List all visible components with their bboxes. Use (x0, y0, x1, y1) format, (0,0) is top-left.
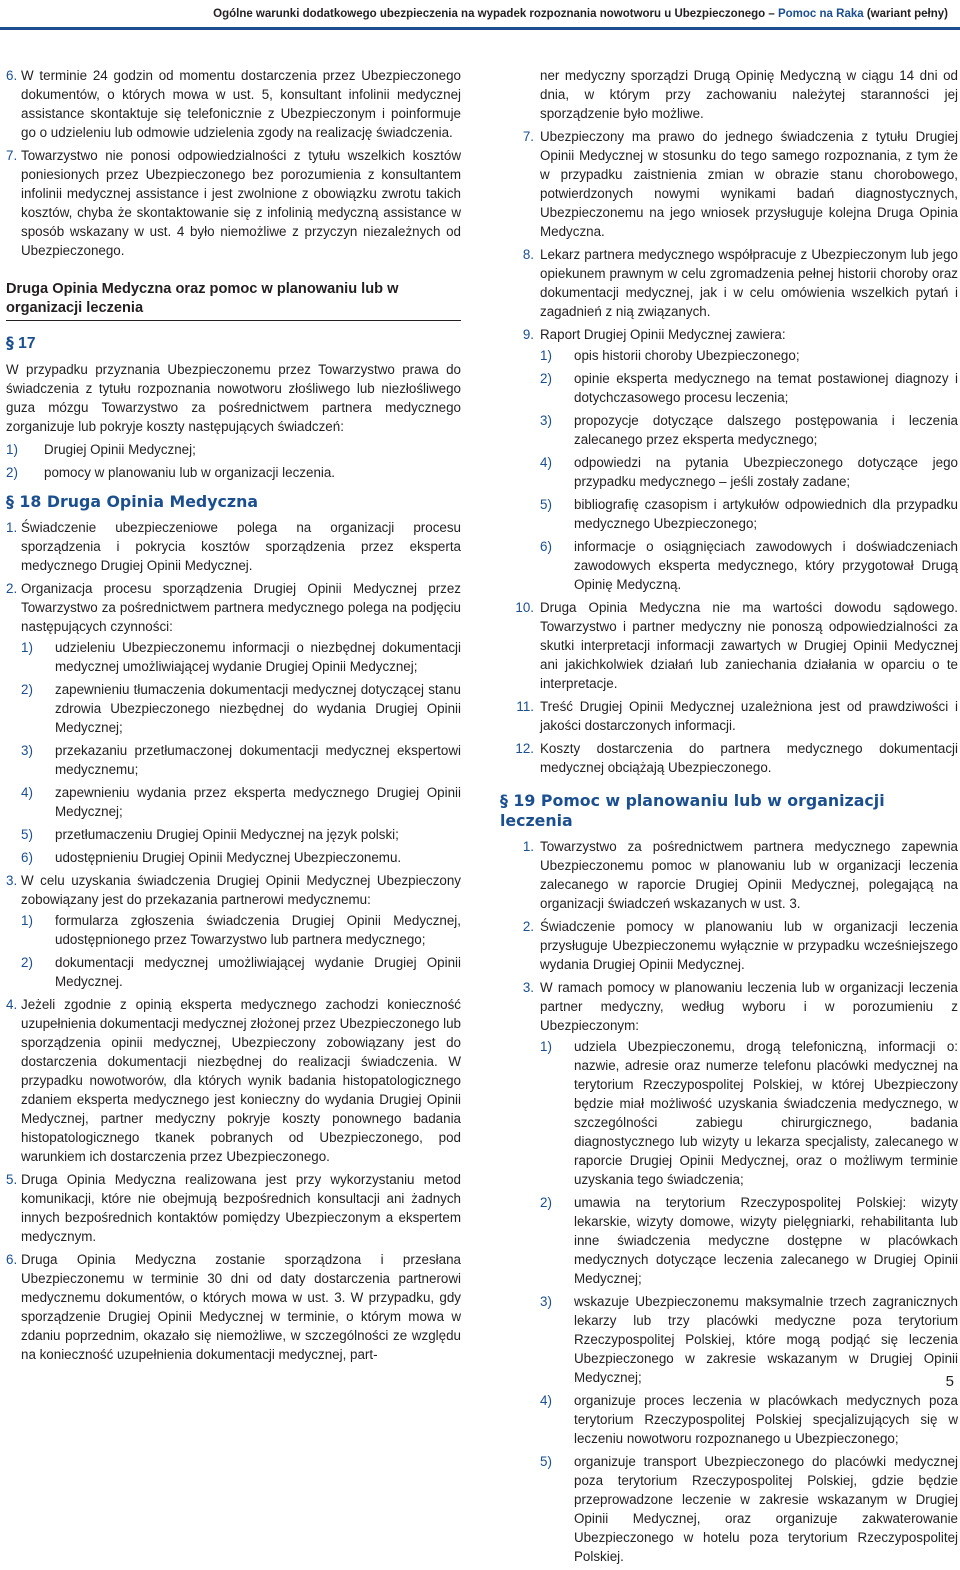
item-number: 6. (6, 1252, 18, 1267)
paragraph-number: 17 (18, 335, 36, 352)
item-text: W ramach pomocy w planowaniu leczenia lub w organizacji leczenia partner medyczny, według wyboru i w porozumieniu z Ubezpieczonym: (540, 980, 958, 1033)
item-text: formularza zgłoszenia świadczenia Drugiej Opinii Medycznej, udostępnionego przez Towarzystwo lub partnera medycznego; (55, 913, 461, 947)
section-heading (6, 280, 461, 321)
left-column (6, 66, 461, 1368)
item-number: 2) (540, 1195, 552, 1210)
item-text: udostępnieniu Drugiej Opinii Medycznej Ubezpieczonemu. (55, 850, 402, 865)
p18-item-12 (500, 739, 958, 777)
section-sign: § (6, 492, 14, 511)
item-number: 3. (6, 873, 18, 888)
item-text: Druga Opinia Medyczna nie ma wartości dowodu sądowego. Towarzystwo i partner medyczny nie ponoszą odpowiedzialności za skutki interpretacji informacji zawartych w Drugiej Opinii Medycznej ani jakichkolwiek działań lub zaniechania działania w oparciu o te interpretacje. (540, 600, 958, 691)
item-text: Towarzystwo nie ponosi odpowiedzialności z tytułu wszelkich kosztów poniesionych przez Ubezpieczonego bez porozumienia z konsultantem infolinii medycznej assistance i jest zwolnione z obowiązku zwrotu takich kosztów, chyba że skontaktowanie się z infolinią medyczną assistance w sposób wskazany w ust. 4 było niemożliwe z przyczyn niezależnych od Ubezpieczonego. (21, 148, 461, 258)
p18-item-2 (6, 579, 461, 636)
item-number: 1) (6, 442, 18, 457)
list-item (540, 537, 958, 594)
list-item (540, 453, 958, 491)
p18-item-11 (500, 697, 958, 735)
item-text: Ubezpieczony ma prawo do jednego świadczenia z tytułu Drugiej Opinii Medycznej w stosunku do tego samego rozpoznania, z tym że w przypadku zaistnienia zmian w obrazie stanu chorobowego, potwierdzonych nowymi wynikami badań diagnostycznych, Ubezpieczonemu na jego wniosek przysługuje kolejna Druga Opinia Medyczna. (540, 129, 958, 239)
item-number: 2) (21, 682, 33, 697)
item-text: Jeżeli zgodnie z opinią eksperta medycznego zachodzi konieczność uzupełnienia dokumentacji medycznej złożonej przez Ubezpieczonego lub sporządzenia opinii medycznej, Ubezpieczony zobowiązany jest do dostarczenia dokumentacji niezbędnej do realizacji świadczenia. W przypadku nowotworów, dla których wynik badania histopatologicznego zdaniem eksperta medycznego jest konieczny do wydania Drugiej Opinii Medycznej, partner medyczny pokryje koszty ponownego badania histopatologicznego tkanek pobranych od Ubezpieczonego, pod warunkiem ich dostarczenia przez Ubezpieczonego. (21, 997, 461, 1164)
p18-item-3-sublist (6, 911, 461, 991)
header-variant: (wariant pełny) (866, 8, 948, 20)
list-item (6, 440, 461, 459)
paragraph-17-intro: W przypadku przyznania Ubezpieczonemu przez Towarzystwo prawa do świadczenia z tytułu rozpoznania nowotworu złośliwego lub niezłośliwego guza mózgu Towarzystwo za pośrednictwem partnera medycznego zorganizuje lub pokryje koszty następujących świadczeń: (6, 362, 461, 434)
item-text: opinie eksperta medycznego na temat postawionej diagnozy i dotychczasowego procesu leczenia; (574, 371, 958, 405)
item-text: opis historii choroby Ubezpieczonego; (574, 348, 800, 363)
item-text: Koszty dostarczenia do partnera medycznego dokumentacji medycznej obciążają Ubezpieczonego. (540, 741, 958, 775)
p18-item-2-sublist (6, 638, 461, 867)
item-number: 3) (540, 413, 552, 428)
paragraph-18-heading (6, 492, 461, 512)
p18-item-9 (500, 325, 958, 344)
item-text: przekazaniu przetłumaczonej dokumentacji medycznej ekspertowi medycznemu; (55, 743, 461, 777)
p18-item-1 (6, 518, 461, 575)
item-text: Lekarz partnera medycznego współpracuje z Ubezpieczonym lub jego opiekunem prawnym w celu zgromadzenia pełnej historii choroby oraz dokumentacji medycznej, jak i w celu omówienia wszelkich pytań i zagadnień z nią związanych. (540, 247, 958, 319)
item-number: 5. (6, 1172, 18, 1187)
item-text: organizuje proces leczenia w placówkach medycznych poza terytorium Rzeczypospolitej Polskiej specjalizujących się w leczeniu nowotworu rozpoznanego u Ubezpieczonego; (574, 1393, 958, 1446)
item-number: 6) (21, 850, 33, 865)
p18-item-3 (6, 871, 461, 909)
item-text: Organizacja procesu sporządzenia Drugiej Opinii Medycznej przez Towarzystwo za pośrednictwem partnera medycznego polega na podjęciu następujących czynności: (21, 581, 461, 634)
p18-item-6 (6, 1250, 461, 1364)
list-item (21, 741, 461, 779)
item-number: 3. (522, 980, 534, 995)
item-text: Świadczenie ubezpieczeniowe polega na organizacji procesu sporządzenia i pokrycia kosztów sporządzenia przez eksperta medycznego Drugiej Opinii Medycznej. (21, 520, 461, 573)
item-text: Świadczenie pomocy w planowaniu lub w organizacji leczenia przysługuje Ubezpieczonemu wyłącznie w przypadku wcześniejszego wydania Drugiej Opinii Medycznej. (540, 919, 958, 972)
p18-item-9-sublist (500, 346, 958, 594)
item-text: Druga Opinia Medyczna zostanie sporządzona i przesłana Ubezpieczonemu w terminie 30 dni od daty dostarczenia partnerowi medycznemu dokumentów, o których mowa w ust. 3. W przypadku, gdy sporządzenie Drugiej Opinii Medycznej w terminie, o którym mowa w zdaniu poprzednim, okazało się niemożliwe, w szczególności ze względu na konieczność uzupełnienia dokumentacji medycznej, part- (21, 1252, 461, 1362)
list-item (540, 1452, 958, 1566)
header-rule (0, 27, 960, 30)
item-number: 7. (6, 148, 18, 163)
paragraph-title: 18 Druga Opinia Medyczna (19, 492, 258, 511)
list-item (540, 495, 958, 533)
item-text: zapewnieniu wydania przez eksperta medycznego Drugiej Opinii Medycznej; (55, 785, 461, 819)
right-column (500, 66, 958, 1570)
item-number: 12. (515, 741, 534, 756)
item-number: 2) (21, 955, 33, 970)
item-text: organizuje transport Ubezpieczonego do placówki medycznej poza terytorium Rzeczypospolitej Polskiej, gdzie będzie przeprowadzone leczenie w zakresie wskazanym w Drugiej Opinii Medycznej, oraz organizuje zakwaterowanie Ubezpieczonego w hotelu poza terytorium Rzeczypospolitej Polskiej. (574, 1454, 958, 1564)
item-number: 1) (540, 1039, 552, 1054)
item-text: pomocy w planowaniu lub w organizacji leczenia. (44, 465, 336, 480)
list-item (540, 1292, 958, 1387)
list-item (21, 911, 461, 949)
list-item (21, 680, 461, 737)
p19-item-3 (500, 978, 958, 1035)
left-item-6 (6, 66, 461, 142)
item-number: 1. (6, 520, 18, 535)
item-number: 5) (540, 1454, 552, 1469)
item-number: 2. (6, 581, 18, 596)
item-number: 5) (21, 827, 33, 842)
item-number: 6) (540, 539, 552, 554)
item-number: 8. (522, 247, 534, 262)
item-number: 1) (540, 348, 552, 363)
item-number: 7. (522, 129, 534, 144)
item-text: Raport Drugiej Opinii Medycznej zawiera: (540, 327, 786, 342)
list-item (21, 953, 461, 991)
running-header (0, 6, 948, 28)
item-text: wskazuje Ubezpieczonemu maksymalnie trzech zagranicznych lekarzy lub trzy placówki medyczne poza terytorium Rzeczypospolitej Polskiej, które mogą podjąć się leczenia Ubezpieczonego w zakresie wskazanym w Drugiej Opinii Medycznej; (574, 1294, 958, 1385)
item-number: 4) (540, 455, 552, 470)
section-sign: § (6, 334, 14, 352)
list-item (540, 1037, 958, 1189)
item-text: umawia na terytorium Rzeczypospolitej Polskiej: wizyty lekarskie, wizyty domowe, wizyty pielęgniarki, rehabilitanta lub inne świadczenia medyczne dostępne w placówkach medycznych dotyczące leczenia zalecanego w Drugiej Opinii Medycznej; (574, 1195, 958, 1286)
list-item (540, 346, 958, 365)
item-number: 2. (522, 919, 534, 934)
item-text: udziela Ubezpieczonemu, drogą telefoniczną, informacji o: nazwie, adresie oraz numerze telefonu placówki medycznej na terytorium Rzeczypospolitej Polskiej, w której Ubezpieczony będzie miał możliwość uzyskania świadczenia medycznego, w szczególności zabiegu chirurgicznego, badania diagnostycznego lub wizyty u lekarza specjalisty, zalecanego w raporcie Drugiej Opinii Medycznej, oraz o możliwym terminie uzyskania tego świadczenia; (574, 1039, 958, 1187)
list-item (540, 411, 958, 449)
p18-item-8 (500, 245, 958, 321)
item-number: 11. (516, 699, 534, 714)
item-number: 9. (522, 327, 534, 342)
paragraph-19-heading (500, 791, 958, 831)
item-text: Druga Opinia Medyczna realizowana jest przy wykorzystaniu metod komunikacji, które nie obejmują bezpośrednich konsultacji ani żadnych innych bezpośrednich kontaktów pomiędzy Ubezpieczonym a ekspertem medycznym. (21, 1172, 461, 1244)
item-text: Towarzystwo za pośrednictwem partnera medycznego zapewnia Ubezpieczonemu pomoc w planowaniu lub w organizacji leczenia zalecanego w raporcie Drugiej Opinii Medycznej, polegającą na organizacji świadczeń wskazanych w ust. 3. (540, 839, 958, 911)
p19-item-1 (500, 837, 958, 913)
item-number: 6. (6, 68, 18, 83)
p19-item-3-sublist (500, 1037, 958, 1566)
p19-item-2 (500, 917, 958, 974)
list-item (21, 783, 461, 821)
item-number: 2) (6, 465, 18, 480)
list-item (21, 848, 461, 867)
p18-item-4 (6, 995, 461, 1166)
section-sign: § (500, 791, 508, 810)
item-text: propozycje dotyczące dalszego postępowania i leczenia zalecanego przez eksperta medycznego; (574, 413, 958, 447)
item-number: 1) (21, 913, 33, 928)
list-item (21, 825, 461, 844)
item-text: Drugiej Opinii Medycznej; (44, 442, 196, 457)
item-text: bibliografię czasopism i artykułów odpowiednich dla przypadku medycznego Ubezpieczonego; (574, 497, 958, 531)
item-number: 1. (522, 839, 534, 854)
item-number: 3) (540, 1294, 552, 1309)
item-text: dokumentacji medycznej umożliwiającej wydanie Drugiej Opinii Medycznej. (55, 955, 461, 989)
item-number: 4) (540, 1393, 552, 1408)
header-product: Pomoc na Raka (777, 8, 864, 20)
item-number: 3) (21, 743, 33, 758)
list-item (540, 369, 958, 407)
item-number: 5) (540, 497, 552, 512)
item-text: odpowiedzi na pytania Ubezpieczonego dotyczące jego przypadku medycznego – jeśli zostały zadane; (574, 455, 958, 489)
list-item (21, 638, 461, 676)
item-text: zapewnieniu tłumaczenia dokumentacji medycznej dotyczącej stanu zdrowia Ubezpieczonego niezbędnej do wydania Drugiej Opinii Medycznej; (55, 682, 461, 735)
left-item-7 (6, 146, 461, 260)
item-number: 2) (540, 371, 552, 386)
paragraph-title: 19 Pomoc w planowaniu lub w organizacji leczenia (500, 791, 885, 830)
item-text: W terminie 24 godzin od momentu dostarczenia przez Ubezpieczonego dokumentów, o których mowa w ust. 5, konsultant infolinii medycznej assistance skontaktuje się telefonicznie z Ubezpieczonym i poinformuje go o udzieleniu lub odmowie udzielenia zgody na realizację świadczenia. (21, 68, 461, 140)
item-number: 1) (21, 640, 33, 655)
item-number: 10. (515, 600, 534, 615)
list-item (540, 1193, 958, 1288)
section-heading-text: Druga Opinia Medyczna oraz pomoc w planowaniu lub w organizacji leczenia (6, 281, 399, 316)
item-text: W celu uzyskania świadczenia Drugiej Opinii Medycznej Ubezpieczony zobowiązany jest do przekazania partnerowi medycznemu: (21, 873, 461, 907)
p18-item-10 (500, 598, 958, 693)
header-title: Ogólne warunki dodatkowego ubezpieczenia na wypadek rozpoznania nowotworu u Ubezpieczonego – (213, 8, 775, 20)
item-text: udzieleniu Ubezpieczonemu informacji o niezbędnej dokumentacji medycznej umożliwiającej wydanie Drugiej Opinii Medycznej; (55, 640, 461, 674)
item-number: 4. (6, 997, 18, 1012)
page-number: 5 (945, 1373, 954, 1390)
item-text: Treść Drugiej Opinii Medycznej uzależniona jest od prawdziwości i jakości dostarczonych informacji. (540, 699, 958, 733)
item-text: informacje o osiągnięciach zawodowych i doświadczeniach zawodowych eksperta medycznego, który przygotował Drugą Opinię Medyczną. (574, 539, 958, 592)
list-item (6, 463, 461, 482)
list-item (540, 1391, 958, 1448)
p18-item-7 (500, 127, 958, 241)
paragraph-17-heading (6, 333, 461, 354)
p18-item-5 (6, 1170, 461, 1246)
item-text: przetłumaczeniu Drugiej Opinii Medycznej na język polski; (55, 827, 399, 842)
continued-text: ner medyczny sporządzi Drugą Opinię Medyczną w ciągu 14 dni od dnia, w którym przy zachowaniu należytej staranności jej sporządzenie było możliwe. (540, 68, 958, 121)
item-number: 4) (21, 785, 33, 800)
